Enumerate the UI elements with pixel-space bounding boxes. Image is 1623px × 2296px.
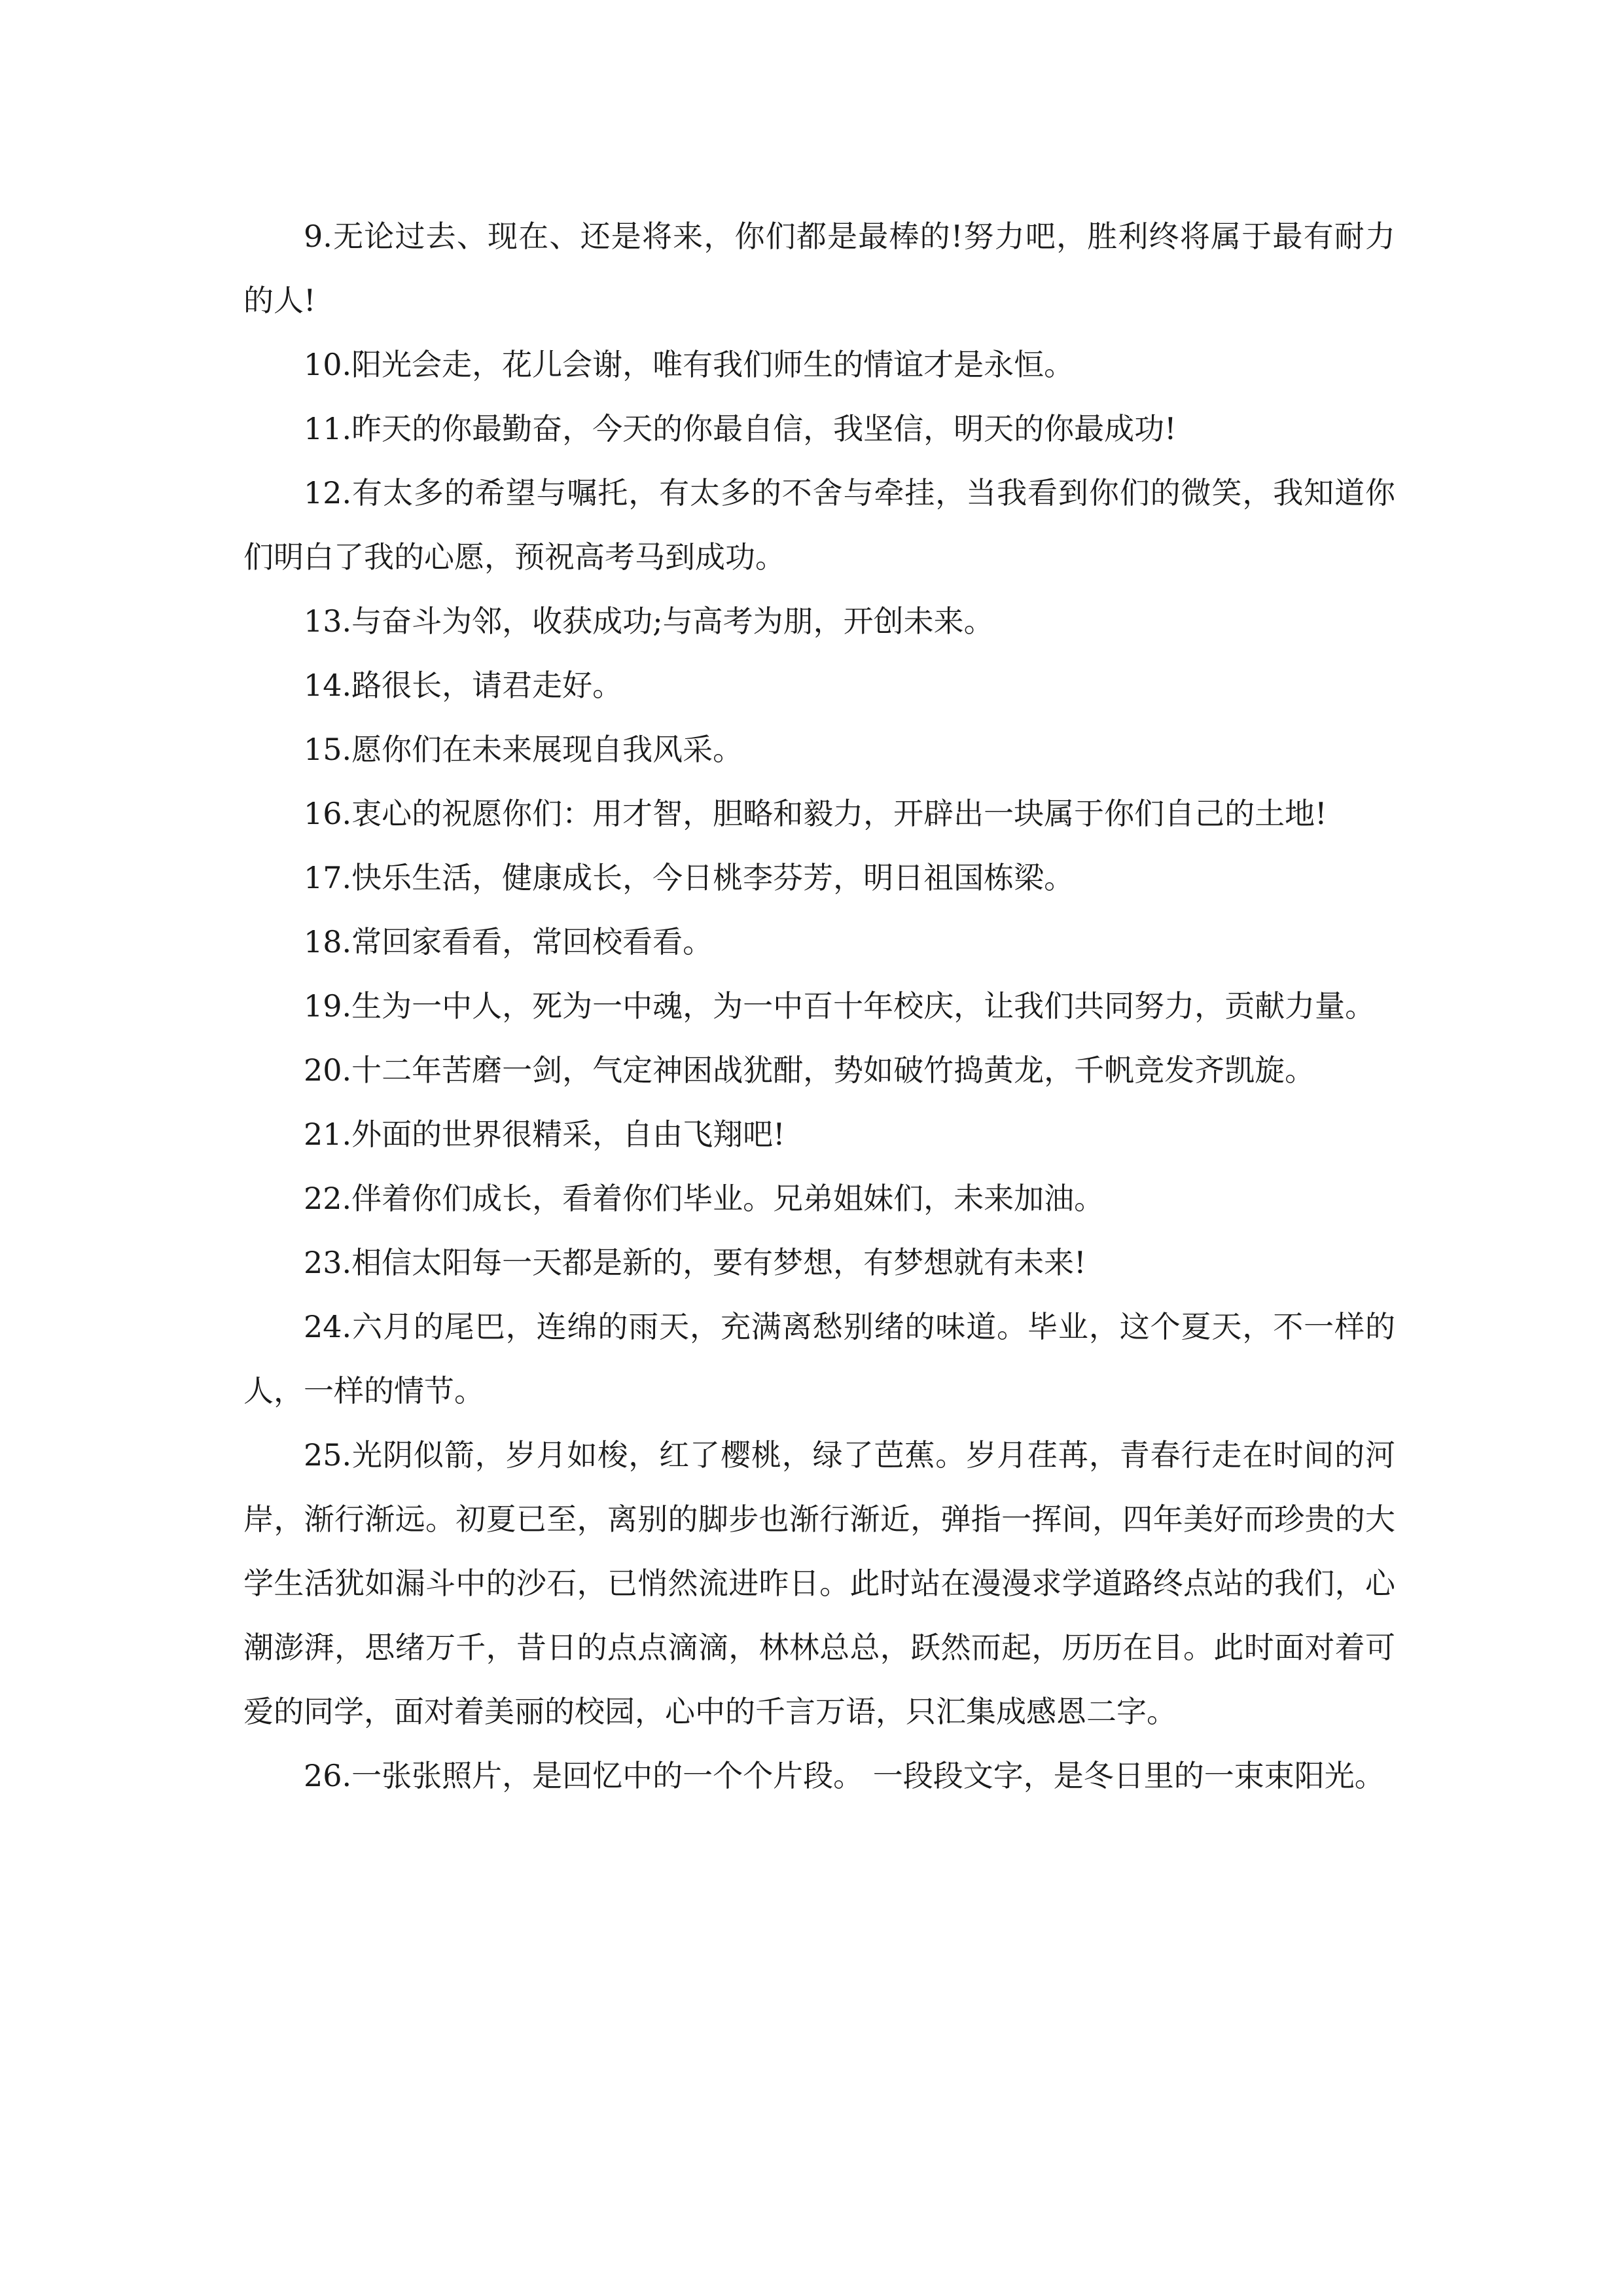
paragraph-22: 22.伴着你们成长，看着你们毕业。兄弟姐妹们，未来加油。 — [304, 1181, 1105, 1216]
paragraph-26: 26.一张张照片，是回忆中的一个个片段。 一段段文字，是冬日里的一束束阳光。 — [304, 1758, 1385, 1793]
paragraph-11: 11.昨天的你最勤奋，今天的你最自信，我坚信，明天的你最成功! — [304, 411, 1177, 446]
paragraph-18: 18.常回家看看，常回校看看。 — [304, 924, 713, 960]
paragraph-16: 16.衷心的祝愿你们：用才智，胆略和毅力，开辟出一块属于你们自己的土地! — [304, 796, 1327, 831]
paragraph-20: 20.十二年苦磨一剑，气定神困战犹酣，势如破竹捣黄龙，千帆竞发齐凯旋。 — [304, 1052, 1315, 1088]
paragraph-19: 19.生为一中人，死为一中魂，为一中百十年校庆，让我们共同努力，贡献力量。 — [304, 988, 1376, 1024]
paragraph-24: 24.六月的尾巴，连绵的雨天，充满离愁别绪的味道。毕业，这个夏天，不一样的人，一样的情节。 — [243, 1309, 1395, 1408]
paragraph-21: 21.外面的世界很精采，自由飞翔吧! — [304, 1117, 785, 1152]
paragraph-12: 12.有太多的希望与嘱托，有太多的不舍与牵挂，当我看到你们的微笑，我知道你们明白了我的心愿，预祝高考马到成功。 — [243, 475, 1395, 575]
paragraph-10: 10.阳光会走，花儿会谢，唯有我们师生的情谊才是永恒。 — [304, 347, 1075, 382]
paragraph-23: 23.相信太阳每一天都是新的，要有梦想，有梦想就有未来! — [304, 1245, 1086, 1280]
paragraph-13: 13.与奋斗为邻，收获成功;与高考为朋，开创未来。 — [304, 603, 994, 639]
paragraph-15: 15.愿你们在未来展现自我风采。 — [304, 732, 743, 767]
paragraph-14: 14.路很长，请君走好。 — [304, 668, 623, 703]
paragraph-17: 17.快乐生活，健康成长，今日桃李芬芳，明日祖国栋梁。 — [304, 860, 1075, 895]
paragraph-9: 9.无论过去、现在、还是将来，你们都是最棒的!努力吧，胜利终将属于最有耐力的人! — [243, 219, 1395, 318]
document-body — [243, 204, 1395, 1808]
paragraph-25: 25.光阴似箭，岁月如梭，红了樱桃，绿了芭蕉。岁月荏苒，青春行走在时间的河岸，渐行渐远。初夏已至，离别的脚步也渐行渐近，弹指一挥间，四年美好而珍贵的大学生活犹如漏斗中的沙石，已悄然流进昨日。此时站在漫漫求学道路终点站的我们，心潮澎湃，思绪万千，昔日的点点滴滴，林林总总，跃然而起，历历在目。此时面对着可爱的同学，面对着美丽的校园，心中的千言万语，只汇集成感恩二字。 — [243, 1437, 1395, 1729]
